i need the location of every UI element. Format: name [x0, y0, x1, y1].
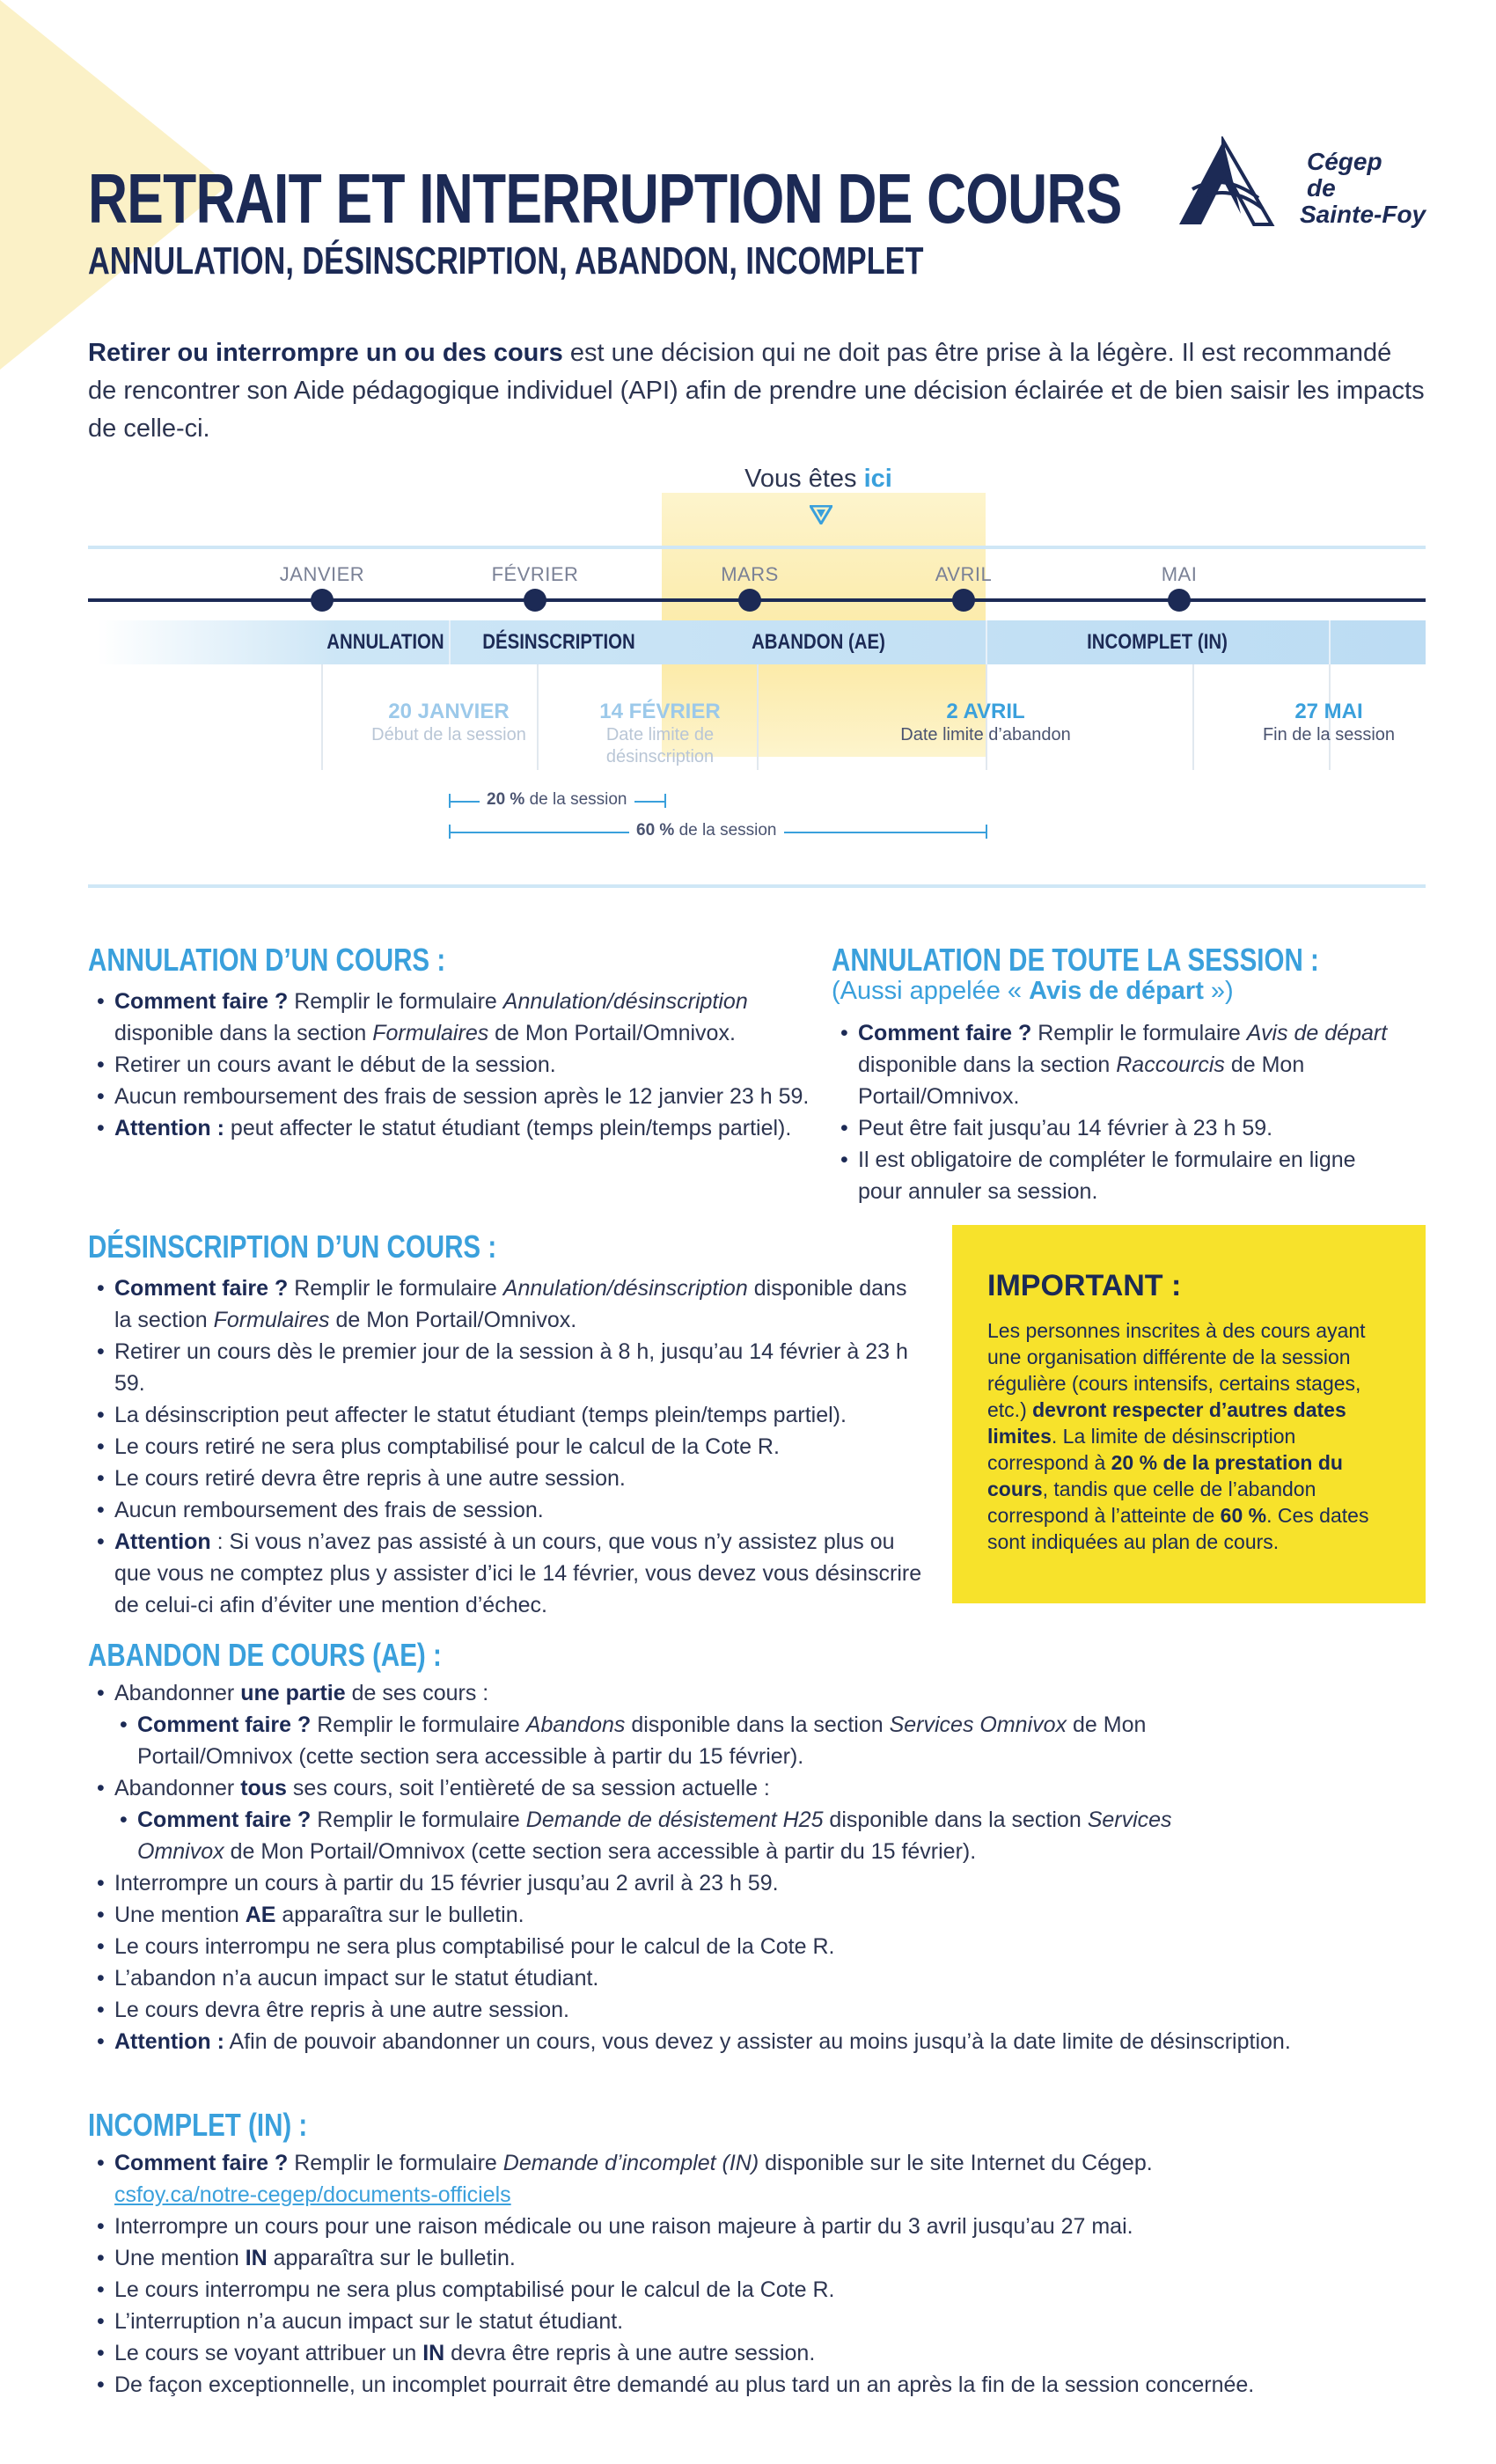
month-label: FÉVRIER: [491, 563, 579, 585]
you-are-here-label: [686, 465, 950, 494]
date-abandon-caption: Date limite d’abandon: [900, 725, 1071, 744]
cegep-logo: [1175, 136, 1430, 233]
intro-bold: Retirer ou interrompre un ou des cours: [88, 339, 563, 367]
list-item: • Attention : Si vous n’avez pas assisté à un cours, que vous n’y assistez plus ou que vous ne comptez plus y assister d’ici le 14 février, vous devez vous désinscrire de celui-ci afin d’éviter une mention d’échec.: [88, 1526, 924, 1621]
list-item: • Aucun remboursement des frais de session.: [88, 1494, 924, 1526]
desinscription-list: [88, 1272, 924, 1621]
date-abandon: 2 AVRIL: [946, 700, 1025, 723]
guide-line: [321, 664, 323, 770]
phase-label: ANNULATION: [326, 630, 444, 654]
heading-annulation-cours: ANNULATION D’UN COURS :: [88, 942, 446, 978]
span-20-label: [480, 790, 634, 810]
guide-line: [1192, 664, 1194, 770]
date-end: 27 MAI: [1294, 700, 1363, 723]
month-label: AVRIL: [935, 563, 993, 585]
page-subtitle: ANNULATION, DÉSINSCRIPTION, ABANDON, INCOMPLET: [88, 239, 924, 282]
page-title: RETRAIT ET INTERRUPTION DE COURS: [88, 159, 1122, 238]
heading-incomplet: INCOMPLET (IN) :: [88, 2107, 308, 2143]
list-item: • Le cours retiré devra être repris à une autre session.: [88, 1463, 924, 1494]
list-item: • De façon exceptionnelle, un incomplet pourrait être demandé au plus tard un an après la fin de la session concernée.: [88, 2369, 1426, 2401]
span-tick: [986, 825, 987, 839]
annulation-session-list: [832, 1017, 1395, 1207]
span-tick: [449, 794, 451, 808]
date-desinscription-caption: Date limite de désinscription: [605, 725, 715, 766]
list-item: • Peut être fait jusqu’au 14 février à 23 h 59.: [832, 1112, 1395, 1144]
month-dot: [952, 589, 975, 612]
list-item: • Interrompre un cours à partir du 15 février jusqu’au 2 avril à 23 h 59.: [88, 1867, 1426, 1899]
date-start-caption: Début de la session: [371, 725, 526, 744]
sub-list-item: • Comment faire ? Remplir le formulaire Abandons disponible dans la section Services Omnivox de Mon Portail/Omnivox (cette section sera accessible à partir du 15 février).: [88, 1709, 1237, 1772]
svg-text:de: de: [1307, 174, 1336, 202]
date-start: 20 JANVIER: [388, 700, 510, 723]
span-20-pct: 20 %: [487, 790, 525, 809]
list-item: • Le cours retiré ne sera plus comptabilisé pour le calcul de la Cote R.: [88, 1431, 924, 1463]
span-60-text: de la session: [674, 821, 777, 840]
annulation-session-subtitle: (Aussi appelée « Avis de départ »): [832, 977, 1234, 1005]
you-are-here-text: Vous êtes: [744, 465, 864, 493]
phase-label: ABANDON (AE): [752, 630, 885, 654]
list-item: • Abandonner une partie de ses cours : • Comment faire ? Remplir le formulaire Abandons disponible dans la section Services Omnivox de Mon Portail/Omnivox (cette section sera accessible à partir du 15 février).: [88, 1677, 1426, 1772]
phase-label: INCOMPLET (IN): [1087, 630, 1228, 654]
list-item: • Le cours devra être repris à une autre session.: [88, 1994, 1426, 2026]
phase-label: DÉSINSCRIPTION: [482, 630, 635, 654]
span-tick: [449, 825, 451, 839]
month-dot: [311, 589, 334, 612]
list-item: • Il est obligatoire de compléter le formulaire en ligne pour annuler sa session.: [832, 1144, 1395, 1207]
timeline-top-rule: [88, 546, 1426, 549]
list-item: • L’interruption n’a aucun impact sur le statut étudiant.: [88, 2306, 1426, 2337]
span-60-label: [629, 821, 784, 840]
span-20-text: de la session: [524, 790, 627, 809]
phase-divider: [449, 620, 451, 664]
date-desinscription: 14 FÉVRIER: [599, 700, 721, 723]
month-label: JANVIER: [279, 563, 365, 585]
list-item: • Attention : peut affecter le statut étudiant (temps plein/temps partiel).: [88, 1112, 810, 1144]
month-dot: [524, 589, 546, 612]
important-title: IMPORTANT :: [987, 1269, 1182, 1302]
sub-list-item: • Comment faire ? Remplir le formulaire Demande de désistement H25 disponible dans la section Services Omnivox de Mon Portail/Omnivox (cette section sera accessible à partir du 15 février).: [88, 1804, 1237, 1867]
list-item: • Aucun remboursement des frais de session après le 12 janvier 23 h 59.: [88, 1081, 810, 1112]
month-label: MAI: [1161, 563, 1198, 585]
list-item: • Comment faire ? Remplir le formulaire Demande d’incomplet (IN) disponible sur le site Internet du Cégep. csfoy.ca/notre-cegep/documents-officiels: [88, 2147, 1426, 2211]
svg-text:Sainte-Foy: Sainte-Foy: [1300, 201, 1426, 228]
list-item: • Le cours interrompu ne sera plus comptabilisé pour le calcul de la Cote R.: [88, 2274, 1426, 2306]
phase-divider: [1329, 620, 1331, 664]
month-dot: [738, 589, 761, 612]
important-body: Les personnes inscrites à des cours ayant une organisation différente de la session régulière (cours intensifs, certains stages, etc.) devront respecter d’autres dates limites. La limite de désinscription correspond à 20 % de la prestation du cours, tandis que celle de l’abandon correspond à l’atteinte de 60 %. Ces dates sont indiquées au plan de cours.: [987, 1319, 1369, 1553]
incomplet-list: [88, 2147, 1426, 2401]
abandon-list: [88, 1677, 1426, 2057]
intro-paragraph: [88, 334, 1426, 448]
phase-divider: [986, 620, 987, 664]
annulation-cours-list: [88, 986, 810, 1144]
list-item: • Retirer un cours avant le début de la session.: [88, 1049, 810, 1081]
svg-text:Cégep: Cégep: [1307, 148, 1382, 175]
list-item: • Une mention IN apparaîtra sur le bulletin.: [88, 2242, 1426, 2274]
month-label: MARS: [721, 563, 779, 585]
list-item: • Abandonner tous ses cours, soit l’entièreté de sa session actuelle : • Comment faire ? Remplir le formulaire Demande de désistement H25 disponible dans la section Services Omnivox de Mon Portail/Omnivox (cette section sera accessible à partir du 15 février).: [88, 1772, 1426, 1867]
list-item: • Retirer un cours dès le premier jour de la session à 8 h, jusqu’au 14 février à 23 h 59.: [88, 1336, 924, 1399]
span-60-pct: 60 %: [636, 821, 675, 840]
guide-line: [757, 664, 759, 770]
list-item: • Comment faire ? Remplir le formulaire Annulation/désinscription disponible dans la section Formulaires de Mon Portail/Omnivox.: [88, 986, 810, 1049]
list-item: • Interrompre un cours pour une raison médicale ou une raison majeure à partir du 3 avril jusqu’au 27 mai.: [88, 2211, 1426, 2242]
intro-rest: est une décision qui ne doit pas être prise à la légère. Il est recommandé de rencontrer son Aide pédagogique individuel (API) afin de prendre une décision éclairée et de bien saisir les impacts de celle-ci.: [88, 339, 1425, 443]
span-tick: [664, 794, 666, 808]
list-item: • Attention : Afin de pouvoir abandonner un cours, vous devez y assister au moins jusqu’à la date limite de désinscription.: [88, 2026, 1426, 2057]
documents-officiels-link[interactable]: csfoy.ca/notre-cegep/documents-officiels: [114, 2182, 511, 2207]
list-item: • Le cours interrompu ne sera plus comptabilisé pour le calcul de la Cote R.: [88, 1931, 1426, 1962]
important-box: [952, 1225, 1426, 1603]
list-item: • L’abandon n’a aucun impact sur le statut étudiant.: [88, 1962, 1426, 1994]
list-item: • La désinscription peut affecter le statut étudiant (temps plein/temps partiel).: [88, 1399, 924, 1431]
month-dot: [1168, 589, 1191, 612]
here-text: ici: [863, 465, 892, 493]
heading-abandon: ABANDON DE COURS (AE) :: [88, 1637, 442, 1673]
list-item: • Comment faire ? Remplir le formulaire Annulation/désinscription disponible dans la section Formulaires de Mon Portail/Omnivox.: [88, 1272, 924, 1336]
date-end-caption: Fin de la session: [1262, 725, 1396, 744]
heading-annulation-session: ANNULATION DE TOUTE LA SESSION :: [832, 942, 1319, 978]
heading-desinscription: DÉSINSCRIPTION D’UN COURS :: [88, 1228, 497, 1265]
list-item: • Une mention AE apparaîtra sur le bulletin.: [88, 1899, 1426, 1931]
list-item: • Le cours se voyant attribuer un IN devra être repris à une autre session.: [88, 2337, 1426, 2369]
timeline-bottom-rule: [88, 884, 1426, 888]
down-triangle-icon: [810, 505, 832, 524]
list-item: • Comment faire ? Remplir le formulaire Avis de départ disponible dans la section Raccourcis de Mon Portail/Omnivox.: [832, 1017, 1395, 1112]
